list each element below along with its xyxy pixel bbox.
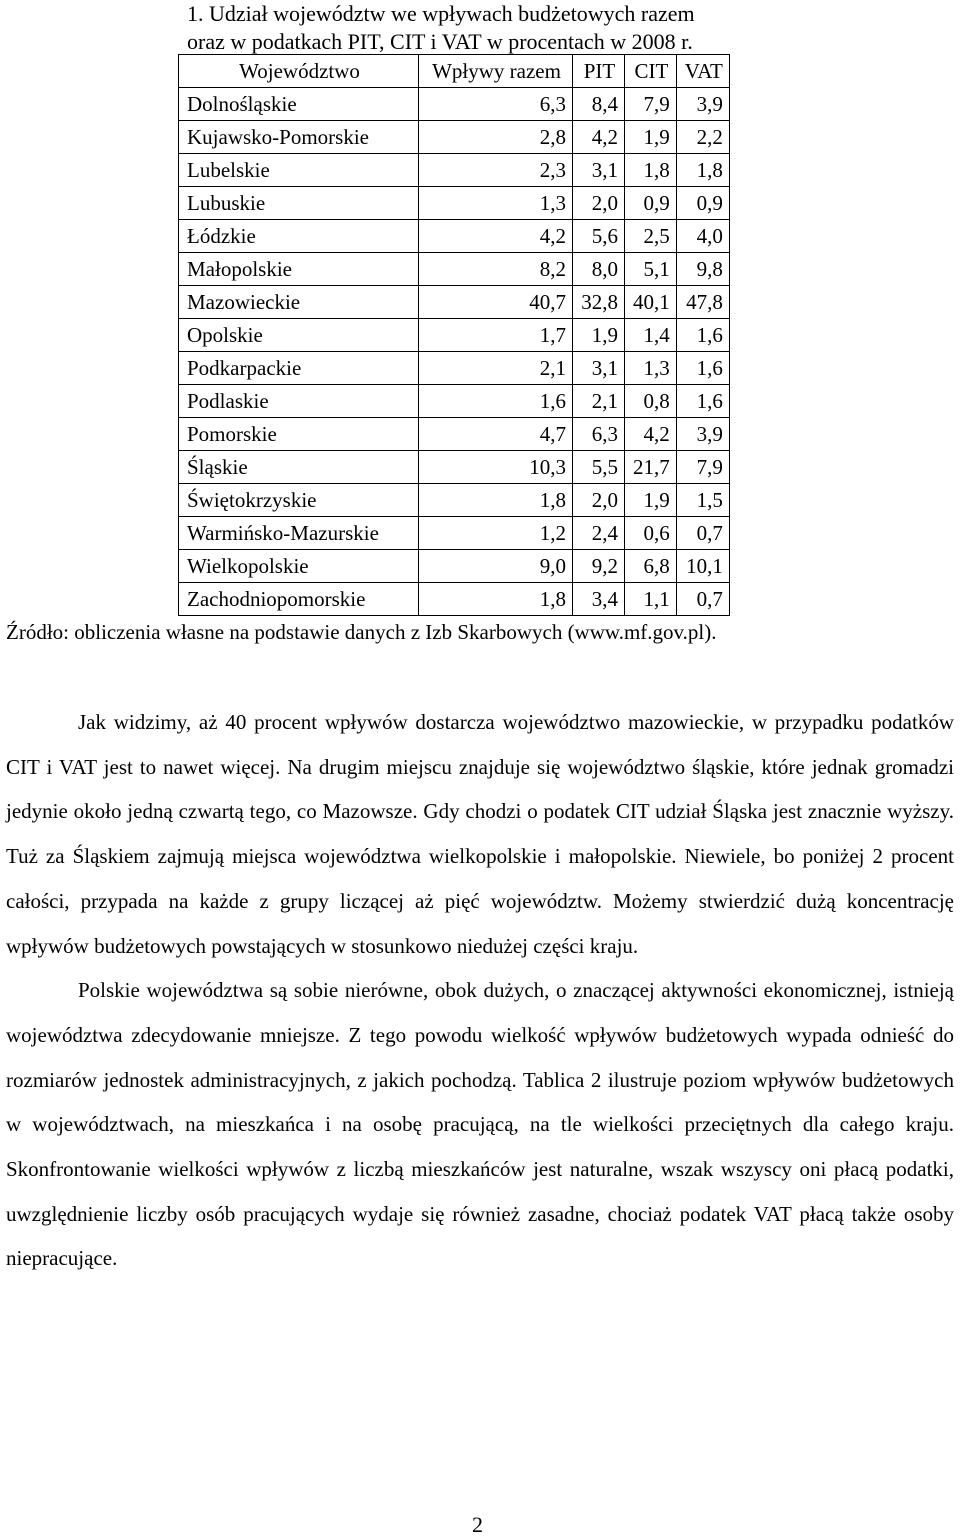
cell-total: 2,1 (419, 352, 573, 385)
cell-pit: 32,8 (573, 286, 625, 319)
cell-voivodeship: Mazowieckie (179, 286, 419, 319)
cell-cit: 1,9 (625, 121, 677, 154)
budget-share-table (178, 54, 730, 616)
cell-vat: 1,5 (676, 484, 729, 517)
cell-voivodeship: Lubelskie (179, 154, 419, 187)
table-row (179, 187, 730, 220)
cell-cit: 0,6 (625, 517, 677, 550)
cell-total: 2,3 (419, 154, 573, 187)
cell-pit: 3,1 (573, 352, 625, 385)
cell-total: 1,7 (419, 319, 573, 352)
cell-voivodeship: Wielkopolskie (179, 550, 419, 583)
cell-pit: 1,9 (573, 319, 625, 352)
cell-total: 1,2 (419, 517, 573, 550)
cell-voivodeship: Lubuskie (179, 187, 419, 220)
cell-cit: 6,8 (625, 550, 677, 583)
cell-pit: 2,0 (573, 484, 625, 517)
cell-total: 1,8 (419, 583, 573, 616)
cell-vat: 10,1 (676, 550, 729, 583)
table-row (179, 121, 730, 154)
cell-voivodeship: Pomorskie (179, 418, 419, 451)
body-text (6, 700, 954, 1281)
table-title-line-2: oraz w podatkach PIT, CIT i VAT w procentach w 2008 r. (187, 29, 693, 54)
table-row (179, 385, 730, 418)
cell-vat: 3,9 (676, 88, 729, 121)
cell-vat: 1,6 (676, 319, 729, 352)
cell-cit: 1,1 (625, 583, 677, 616)
cell-voivodeship: Zachodniopomorskie (179, 583, 419, 616)
cell-pit: 8,0 (573, 253, 625, 286)
cell-pit: 2,4 (573, 517, 625, 550)
cell-cit: 1,3 (625, 352, 677, 385)
cell-cit: 40,1 (625, 286, 677, 319)
table-row (179, 517, 730, 550)
table-row (179, 154, 730, 187)
cell-vat: 4,0 (676, 220, 729, 253)
cell-vat: 1,6 (676, 385, 729, 418)
cell-total: 1,6 (419, 385, 573, 418)
cell-pit: 9,2 (573, 550, 625, 583)
cell-total: 1,3 (419, 187, 573, 220)
table-row (179, 451, 730, 484)
cell-voivodeship: Podlaskie (179, 385, 419, 418)
table-row (179, 352, 730, 385)
cell-cit: 2,5 (625, 220, 677, 253)
cell-total: 4,2 (419, 220, 573, 253)
cell-pit: 5,5 (573, 451, 625, 484)
table-row (179, 220, 730, 253)
cell-pit: 3,1 (573, 154, 625, 187)
header-wplywy-razem: Wpływy razem (419, 55, 573, 88)
paragraph: Jak widzimy, aż 40 procent wpływów dostarcza województwo mazowieckie, w przypadku podatków CIT i VAT jest to nawet więcej. Na drugim miejscu znajduje się województwo śląskie, które jednak gromadzi jedynie około jedną czwartą tego, co Mazowsze. Gdy chodzi o podatek CIT udział Śląska jest znacznie wyższy. Tuż za Śląskiem zajmują miejsca województwa wielkopolskie i małopolskie. Niewiele, bo poniżej 2 procent całości, przypada na każde z grupy liczącej aż pięć województw. Możemy stwierdzić dużą koncentrację wpływów budżetowych powstających w stosunkowo niedużej części kraju. (6, 710, 954, 958)
cell-vat: 0,7 (676, 517, 729, 550)
cell-vat: 3,9 (676, 418, 729, 451)
cell-total: 40,7 (419, 286, 573, 319)
cell-pit: 5,6 (573, 220, 625, 253)
cell-voivodeship: Małopolskie (179, 253, 419, 286)
cell-total: 2,8 (419, 121, 573, 154)
cell-total: 9,0 (419, 550, 573, 583)
cell-cit: 7,9 (625, 88, 677, 121)
cell-vat: 0,9 (676, 187, 729, 220)
cell-cit: 1,9 (625, 484, 677, 517)
cell-vat: 7,9 (676, 451, 729, 484)
cell-total: 6,3 (419, 88, 573, 121)
header-vat: VAT (676, 55, 729, 88)
cell-voivodeship: Świętokrzyskie (179, 484, 419, 517)
cell-pit: 6,3 (573, 418, 625, 451)
cell-voivodeship: Warmińsko-Mazurskie (179, 517, 419, 550)
cell-voivodeship: Łódzkie (179, 220, 419, 253)
cell-cit: 0,9 (625, 187, 677, 220)
cell-vat: 47,8 (676, 286, 729, 319)
table-row (179, 484, 730, 517)
cell-total: 1,8 (419, 484, 573, 517)
cell-cit: 0,8 (625, 385, 677, 418)
table-header-row (179, 55, 730, 88)
cell-voivodeship: Kujawsko-Pomorskie (179, 121, 419, 154)
cell-vat: 9,8 (676, 253, 729, 286)
table-row (179, 550, 730, 583)
cell-cit: 1,8 (625, 154, 677, 187)
cell-voivodeship: Dolnośląskie (179, 88, 419, 121)
cell-pit: 4,2 (573, 121, 625, 154)
cell-total: 4,7 (419, 418, 573, 451)
table-row (179, 418, 730, 451)
page-number: 2 (472, 1512, 483, 1537)
cell-cit: 1,4 (625, 319, 677, 352)
table-row (179, 286, 730, 319)
header-pit: PIT (573, 55, 625, 88)
table-row (179, 319, 730, 352)
cell-cit: 4,2 (625, 418, 677, 451)
table-row (179, 253, 730, 286)
cell-pit: 8,4 (573, 88, 625, 121)
cell-vat: 1,6 (676, 352, 729, 385)
cell-total: 8,2 (419, 253, 573, 286)
table-title (187, 0, 827, 56)
cell-voivodeship: Śląskie (179, 451, 419, 484)
cell-vat: 1,8 (676, 154, 729, 187)
cell-pit: 2,1 (573, 385, 625, 418)
source-note: Źródło: obliczenia własne na podstawie danych z Izb Skarbowych (www.mf.gov.pl). (6, 620, 717, 644)
table-row (179, 583, 730, 616)
cell-pit: 3,4 (573, 583, 625, 616)
cell-vat: 0,7 (676, 583, 729, 616)
cell-vat: 2,2 (676, 121, 729, 154)
cell-voivodeship: Opolskie (179, 319, 419, 352)
cell-total: 10,3 (419, 451, 573, 484)
cell-voivodeship: Podkarpackie (179, 352, 419, 385)
table-row (179, 88, 730, 121)
header-wojewodztwo: Województwo (179, 55, 419, 88)
cell-cit: 5,1 (625, 253, 677, 286)
cell-pit: 2,0 (573, 187, 625, 220)
table-title-line-1: 1. Udział województw we wpływach budżetowych razem (187, 1, 695, 26)
header-cit: CIT (625, 55, 677, 88)
cell-cit: 21,7 (625, 451, 677, 484)
paragraph: Polskie województwa są sobie nierówne, obok dużych, o znaczącej aktywności ekonomicznej, istnieją województwa zdecydowanie mniejsze. Z tego powodu wielkość wpływów budżetowych wypada odnieść do rozmiarów jednostek administracyjnych, z jakich pochodzą. Tablica 2 ilustruje poziom wpływów budżetowych w województwach, na mieszkańca i na osobę pracującą, na tle wielkości przeciętnych dla całego kraju. Skonfrontowanie wielkości wpływów z liczbą mieszkańców jest naturalne, wszak wszyscy oni płacą podatki, uwzględnienie liczby osób pracujących wydaje się również zasadne, chociaż podatek VAT płacą także osoby niepracujące. (6, 978, 954, 1271)
